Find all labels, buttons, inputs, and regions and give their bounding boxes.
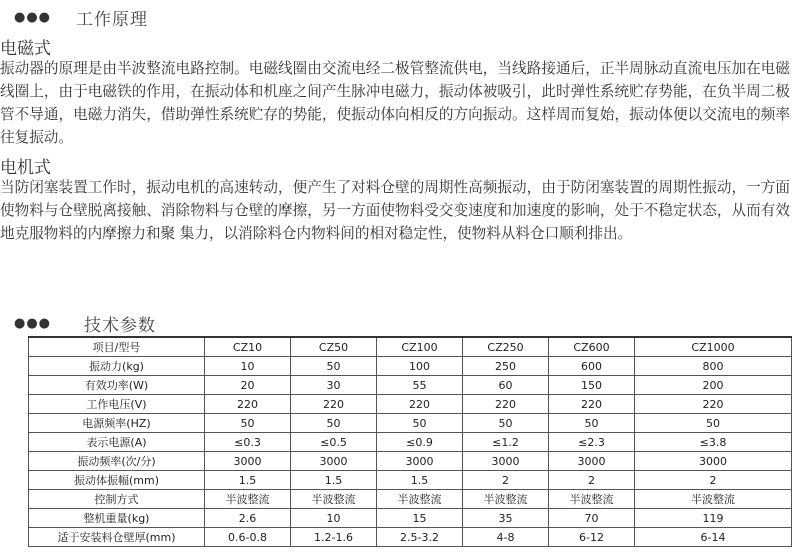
table-cell: 220 — [635, 395, 792, 414]
model-header-cell: CZ50 — [291, 337, 377, 357]
table-cell: 50 — [635, 414, 792, 433]
row-label-cell: 有效功率(W) — [29, 376, 205, 395]
table-row — [29, 357, 792, 376]
table-cell: 20 — [205, 376, 291, 395]
table-cell: 3000 — [549, 452, 635, 471]
table-cell: ≤1.2 — [463, 433, 549, 452]
row-label-cell: 振动体振幅(mm) — [29, 471, 205, 490]
table-cell: 50 — [205, 414, 291, 433]
table-cell: 60 — [463, 376, 549, 395]
table-cell: 半波整流 — [635, 490, 792, 509]
model-header-cell: CZ100 — [377, 337, 463, 357]
table-cell: 3000 — [205, 452, 291, 471]
header-label-cell: 项目/型号 — [29, 337, 205, 357]
motor-subtitle: 电机式 — [0, 158, 51, 178]
electromagnetic-subtitle: 电磁式 — [0, 39, 51, 59]
table-cell: 1.5 — [291, 471, 377, 490]
table-cell: 1.5 — [377, 471, 463, 490]
table-cell: 6-14 — [635, 528, 792, 547]
table-cell: 2.6 — [205, 509, 291, 528]
params-section-header — [14, 312, 156, 334]
table-cell: 半波整流 — [463, 490, 549, 509]
table-row — [29, 395, 792, 414]
table-row — [29, 452, 792, 471]
table-cell: 200 — [635, 376, 792, 395]
table-cell: ≤0.5 — [291, 433, 377, 452]
row-label-cell: 适于安装料仓壁厚(mm) — [29, 528, 205, 547]
bullet-dots-icon: ●●● — [14, 315, 52, 331]
table-cell: 55 — [377, 376, 463, 395]
bullet-dots-icon: ●●● — [14, 9, 52, 25]
model-header-cell: CZ10 — [205, 337, 291, 357]
table-cell: 800 — [635, 357, 792, 376]
table-cell: 2 — [463, 471, 549, 490]
table-row — [29, 414, 792, 433]
table-row — [29, 509, 792, 528]
row-label-cell: 控制方式 — [29, 490, 205, 509]
table-cell: 50 — [291, 414, 377, 433]
electromagnetic-paragraph: 振动器的原理是由半波整流电路控制。电磁线圈由交流电经二极管整流供电，当线路接通后，正半周脉动直流电压加在电磁线圈上，由于电磁铁的作用，在振动体和机座之间产生脉冲电磁力，振动体被吸引，此时弹性系统贮存势能，在负半周二极管不导通，电磁力消失，借助弹性系统贮存的势能，使振动体向相反的方向振动。这样周而复始，振动体便以交流电的频率往复振动。 — [0, 60, 790, 146]
table-cell: ≤3.8 — [635, 433, 792, 452]
spec-table — [28, 336, 792, 547]
table-cell: 半波整流 — [549, 490, 635, 509]
table-cell: 250 — [463, 357, 549, 376]
table-header-row — [29, 337, 792, 357]
table-row — [29, 528, 792, 547]
motor-paragraph: 当防闭塞装置工作时，振动电机的高速转动，便产生了对料仓壁的周期性高频振动，由于防闭塞装置的周期性振动，一方面使物料与仓壁脱离接触、消除物料与仓壁的摩擦，另一方面使物料受交变速度和加速度的影响，处于不稳定状态，从而有效地克服物料的内摩擦力和聚 集力，以消除料仓内物料间的相对稳定性，使物料从料仓口顺利排出。 — [0, 179, 790, 242]
table-cell: 1.5 — [205, 471, 291, 490]
table-cell: 10 — [291, 509, 377, 528]
model-header-cell: CZ600 — [549, 337, 635, 357]
table-cell: 3000 — [377, 452, 463, 471]
table-cell: 50 — [291, 357, 377, 376]
row-label-cell: 振动频率(次/分) — [29, 452, 205, 471]
table-row — [29, 433, 792, 452]
row-label-cell: 电源频率(HZ) — [29, 414, 205, 433]
table-cell: 半波整流 — [291, 490, 377, 509]
table-cell: 1.2-1.6 — [291, 528, 377, 547]
table-cell: 35 — [463, 509, 549, 528]
table-cell: 30 — [291, 376, 377, 395]
table-cell: 119 — [635, 509, 792, 528]
table-cell: 70 — [549, 509, 635, 528]
table-cell: 220 — [549, 395, 635, 414]
model-header-cell: CZ250 — [463, 337, 549, 357]
table-cell: 220 — [463, 395, 549, 414]
table-cell: 100 — [377, 357, 463, 376]
table-cell: 6-12 — [549, 528, 635, 547]
table-cell: 10 — [205, 357, 291, 376]
table-cell: 2 — [635, 471, 792, 490]
table-cell: 50 — [549, 414, 635, 433]
table-row — [29, 471, 792, 490]
table-row — [29, 490, 792, 509]
table-cell: 半波整流 — [205, 490, 291, 509]
table-cell: 50 — [463, 414, 549, 433]
principle-title: 工作原理 — [76, 9, 148, 30]
table-cell: 150 — [549, 376, 635, 395]
row-label-cell: 表示电源(A) — [29, 433, 205, 452]
table-cell: 220 — [205, 395, 291, 414]
table-cell: 2.5-3.2 — [377, 528, 463, 547]
params-title: 技术参数 — [84, 315, 156, 336]
table-cell: ≤2.3 — [549, 433, 635, 452]
table-cell: 半波整流 — [377, 490, 463, 509]
row-label-cell: 振动力(kg) — [29, 357, 205, 376]
row-label-cell: 工作电压(V) — [29, 395, 205, 414]
table-cell: 15 — [377, 509, 463, 528]
table-cell: 3000 — [463, 452, 549, 471]
table-cell: 50 — [377, 414, 463, 433]
table-cell: 3000 — [635, 452, 792, 471]
table-cell: 4-8 — [463, 528, 549, 547]
table-cell: 3000 — [291, 452, 377, 471]
table-cell: 0.6-0.8 — [205, 528, 291, 547]
principle-section-header — [14, 6, 148, 28]
table-cell: ≤0.9 — [377, 433, 463, 452]
table-cell: 600 — [549, 357, 635, 376]
table-row — [29, 376, 792, 395]
model-header-cell: CZ1000 — [635, 337, 792, 357]
table-cell: ≤0.3 — [205, 433, 291, 452]
table-cell: 2 — [549, 471, 635, 490]
row-label-cell: 整机重量(kg) — [29, 509, 205, 528]
table-cell: 220 — [377, 395, 463, 414]
spec-table-body — [29, 337, 792, 547]
table-cell: 220 — [291, 395, 377, 414]
